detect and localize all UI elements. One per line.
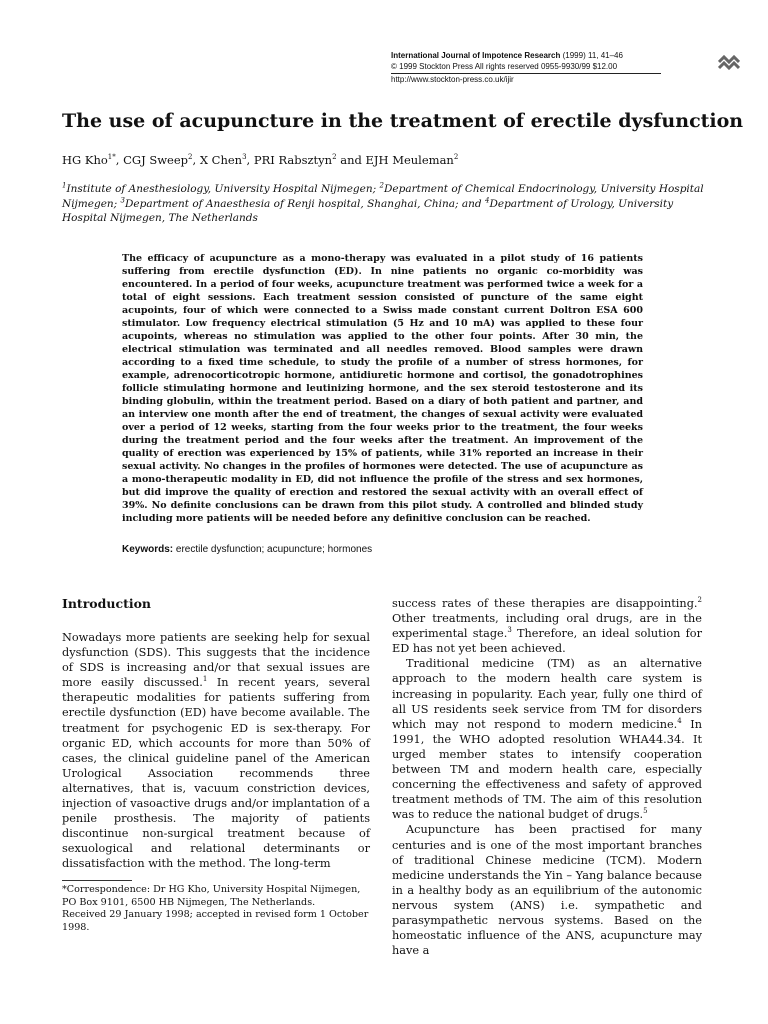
author-list bbox=[62, 152, 722, 168]
author-name: X Chen bbox=[199, 153, 243, 167]
keywords bbox=[122, 543, 643, 556]
body-column-right bbox=[392, 596, 702, 958]
footnote-rule bbox=[62, 880, 132, 881]
author-sup: 2 bbox=[453, 153, 459, 162]
journal-citation bbox=[391, 50, 661, 61]
article-title: The use of acupuncture in the treatment of erectile dysfunction bbox=[62, 110, 744, 132]
paragraph bbox=[62, 630, 370, 872]
abstract: The efficacy of acupuncture as a mono-therapy was evaluated in a pilot study of 16 patients suffering from erectile dysfunction (ED). In nine patients no organic co-morbidity was encountered. In a period of four weeks, acupuncture treatment was performed twice a week for a total of eight sessions. Each treatment session consisted of puncture of the same eight acupoints, four of which were connected to a Swiss made constant current Doltron ESA 600 stimulator. Low frequency electrical stimulation (5 Hz and 10 mA) was applied to these four acupoints, whereas no stimulation was applied to the other four points. After 30 min, the electrical stimulation was terminated and all needles removed. Blood samples were drawn according to a fixed time schedule, to study the profile of a number of stress hormones, for example, adrenocorticotropic hormone, antidiuretic hormone and cortisol, the gonadotrophines follicle stimulating hormone and leutinizing hormone, and the sex steroid testosterone and its binding globulin, within the treatment period. Based on a diary of both patient and partner, and an interview one month after the end of treatment, the changes of sexual activity were evaluated over a period of 12 weeks, starting from the four weeks prior to the treatment, the four weeks during the treatment period and the four weeks after the treatment. An improvement of the quality of erection was experienced by 15% of patients, while 31% reported an increase in their sexual activity. No changes in the profiles of hormones were detected. The use of acupuncture as a mono-therapeutic modality in ED, did not influence the profile of the stress and sex hormones, but did improve the quality of erection and restored the sexual activity with an overall effect of 39%. No definite conclusions can be drawn from this pilot study. A controlled and blinded study including more patients will be needed before any definitive conclusion can be reached. bbox=[122, 253, 643, 524]
author-sup: 2 bbox=[332, 153, 337, 162]
footnote bbox=[62, 884, 372, 935]
body-column-left bbox=[62, 596, 370, 872]
received-note: Received 29 January 1998; accepted in revised form 1 October 1998. bbox=[62, 909, 369, 934]
author-sep: and bbox=[336, 153, 366, 167]
publisher-logo-icon bbox=[718, 53, 740, 71]
citation-sup: 5 bbox=[643, 807, 648, 816]
keywords-text: erectile dysfunction; acupuncture; hormones bbox=[173, 544, 373, 555]
paragraph-text: In recent years, several therapeutic modalities for patients suffering from erectile dysfunction (ED) have become available. The treatment for psychogenic ED is sex-therapy. For organic ED, which accounts for more than 50% of cases, the clinical guideline panel of the American Urological Association recommends three alternatives, that is, vacuum constriction devices, injection of vasoactive drugs and/or implantation of a penile prosthesis. The majority of patients discontinue non-surgical treatment because of sexuological and relational determinants or dissatisfaction with the method. The long-term bbox=[62, 676, 370, 871]
keywords-label: Keywords: bbox=[122, 544, 174, 555]
paragraph-text: Therefore, an ideal solution for ED has not yet been achieved. bbox=[392, 627, 702, 656]
affiliation-3: Department of Anaesthesia of Renji hospital, Shanghai, China; and bbox=[125, 197, 485, 210]
author-name: CGJ Sweep bbox=[123, 153, 189, 167]
journal-header bbox=[391, 50, 661, 85]
copyright-line: © 1999 Stockton Press All rights reserved 0955-9930/99 $12.00 bbox=[391, 62, 618, 71]
paragraph: Acupuncture has been practised for many centuries and is one of the most important branches of traditional Chinese medicine (TCM). Modern medicine understands the Yin – Yang balance because in a healthy body as an equilibrium of the autonomic nervous system (ANS) i.e. sympathetic and parasympathetic nervous systems. Based on the homeostatic influence of the ANS, acupuncture may have a bbox=[392, 823, 702, 958]
paragraph-text: Other treatments, including oral drugs, are in the experimental stage. bbox=[392, 612, 702, 641]
paragraph bbox=[392, 656, 702, 822]
affiliation-2: Department of Chemical Endocrinology, University Hospital Nijmegen; bbox=[62, 183, 704, 210]
affiliation-1: Institute of Anesthesiology, University Hospital Nijmegen; bbox=[66, 183, 380, 195]
author-sep: , bbox=[192, 153, 200, 167]
paragraph bbox=[392, 596, 702, 656]
citation-sup: 3 bbox=[507, 626, 512, 635]
journal-name: International Journal of Impotence Research bbox=[391, 51, 561, 60]
affiliation-sup: 4 bbox=[484, 196, 490, 204]
paragraph-text: Nowadays more patients are seeking help for sexual dysfunction (SDS). This suggests that the incidence of SDS is increasing and/or that sexual issues are more easily discussed. bbox=[62, 631, 370, 690]
author-name: EJH Meuleman bbox=[365, 153, 454, 167]
correspondence-note: *Correspondence: Dr HG Kho, University Hospital Nijmegen, PO Box 9101, 6500 HB Nijmegen, The Netherlands. bbox=[62, 884, 361, 908]
author-sup: 1* bbox=[107, 153, 116, 162]
section-heading: Introduction bbox=[62, 596, 152, 611]
author-sup: 2 bbox=[188, 153, 193, 162]
author-sup: 3 bbox=[242, 153, 247, 162]
affiliation-sup: 3 bbox=[120, 196, 126, 204]
citation-sup: 2 bbox=[697, 596, 702, 605]
affiliation-sup: 1 bbox=[62, 181, 67, 190]
citation-sup: 1 bbox=[202, 675, 208, 684]
paragraph-text: success rates of these therapies are disappointing. bbox=[392, 597, 698, 610]
author-name: PRI Rabsztyn bbox=[253, 153, 333, 167]
affiliations bbox=[62, 182, 704, 226]
journal-volume: (1999) 11, 41–46 bbox=[562, 51, 623, 60]
author-sep: , bbox=[115, 153, 124, 167]
affiliation-sup: 2 bbox=[379, 181, 384, 190]
affiliation-4: Department of Urology, University Hospital Nijmegen, The Netherlands bbox=[62, 197, 674, 224]
paragraph-text: In 1991, the WHO adopted resolution WHA44.34. It urged member states to intensify cooperation between TM and modern health care, especially concerning the effectiveness and safety of approved treatment methods of TM. The aim of this resolution was to reduce the national budget of drugs. bbox=[392, 717, 702, 822]
journal-url: http://www.stockton-press.co.uk/ijir bbox=[391, 75, 514, 84]
author-sep: , bbox=[246, 153, 254, 167]
author-name: HG Kho bbox=[62, 153, 108, 167]
citation-sup: 4 bbox=[677, 716, 682, 725]
paragraph-text: Traditional medicine (TM) as an alternative approach to the modern health care system is increasing in popularity. Each year, fully one third of all US residents seek service from TM for disorders which may not respond to modern medicine. bbox=[392, 657, 702, 731]
